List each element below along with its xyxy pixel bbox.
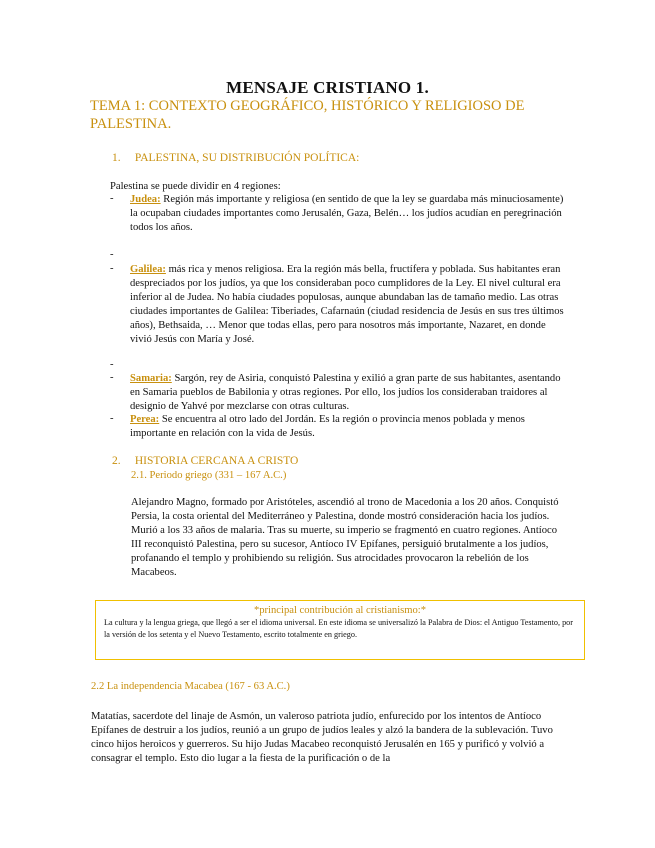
section-2-number: 2. — [112, 455, 121, 467]
bullet-dash: - — [110, 372, 114, 383]
region-text: Región más importante y religiosa (en sentido de que la ley se guardaba más minuciosamente) la ocupaban ciudades importantes como Jerusalén, Gaza, Belén… los judíos acudían en peregrinación todos los años. — [130, 194, 564, 233]
region-samaria — [130, 372, 570, 414]
bullet-dash: - — [110, 413, 114, 424]
region-text: Sargón, rey de Asiria, conquistó Palestina y exilió a gran parte de sus habitantes, asentando en Samaria pueblos de Babilonia y otras regiones. Por ello, los judíos los consideraban traidores al designio de Yahvé por mezclarse con otras culturas. — [130, 373, 561, 412]
region-name: Samaria: — [130, 373, 172, 384]
document-title: MENSAJE CRISTIANO 1. — [226, 78, 429, 97]
contribution-box — [95, 600, 585, 660]
region-text: más rica y menos religiosa. Era la región más bella, fructífera y poblada. Sus habitantes eran despreciados por los judíos, ya que los consideraban poco cumplidores de la Ley. El nivel cultural era inferior al de Judea. No había ciudades populosas, aunque abundaban las de tamaño medio. Las otras ciudades importantes de Galilea: Tiberiades, Cafarnaún (ciudad residencia de Jesús en sus tres últimos años), Bethsaida, … Menor que todas ellas, pero para nosotros más importante, Nazaret, en donde vivió Jesús con María y José. — [130, 264, 564, 345]
section-2-heading — [112, 455, 298, 467]
section-1-number: 1. — [112, 152, 121, 164]
maccabean-paragraph: Matatías, sacerdote del linaje de Asmón, un valeroso patriota judío, enfurecido por los intentos de Antíoco Epífanes de destruir a los judíos, reunió a un grupo de judíos leales y alzó la bandera de la sublevación. Tuvo cinco hijos heroicos y guerreros. Su hijo Judas Macabeo reconquistó Jerusalén en 165 y purificó y volvió a consagrar el templo. Esto dio lugar a la fiesta de la purificación o de la — [91, 711, 553, 764]
subsection-2-1-heading: 2.1. Periodo griego (331 – 167 A.C.) — [131, 470, 287, 481]
region-name: Perea: — [130, 414, 160, 425]
section-1-title: PALESTINA, SU DISTRIBUCIÓN POLÍTICA: — [134, 152, 360, 164]
contribution-box-text: La cultura y la lengua griega, que llegó a ser el idioma universal. En este idioma se universalizó la Palabra de Dios: el Antiguo Testamento, por la versión de los setenta y el Nuevo Testamento, escrito totalmente en griego. — [104, 618, 574, 639]
region-name: Judea: — [130, 194, 161, 205]
section-2-title: HISTORIA CERCANA A CRISTO — [134, 455, 299, 467]
contribution-box-title: *principal contribución al cristianismo:* — [253, 605, 427, 616]
region-name: Galilea: — [130, 264, 166, 275]
bullet-dash: - — [110, 193, 114, 204]
subsection-2-2-heading: 2.2 La independencia Macabea (167 - 63 A.C.) — [91, 681, 290, 692]
bullet-dash: - — [110, 263, 114, 274]
regions-intro: Palestina se puede dividir en 4 regiones: — [110, 181, 281, 192]
section-1-heading — [112, 152, 359, 164]
bullet-dash: - — [110, 359, 114, 370]
region-judea — [130, 193, 568, 235]
region-galilea — [130, 263, 570, 347]
region-text: Se encuentra al otro lado del Jordán. Es la región o provincia menos poblada y menos importante en relación con la vida de Jesús. — [130, 414, 525, 439]
greek-period-paragraph: Alejandro Magno, formado por Aristóteles, ascendió al trono de Macedonia a los 20 años. Conquistó Persia, la costa oriental del Mediterráneo y Palestina, donde mostró consideración hacia los judíos. Murió a los 33 años de malaria. Tras su muerte, su imperio se fragmentó en cuatro regiones. Antíoco III reconquistó Palestina, pero su sucesor, Antíoco IV Epífanes, persiguió brutalmente a los judíos, profanando el templo y prohibiendo su religión. Sus atrocidades provocaron la rebelión de los Macabeos. — [131, 497, 559, 578]
region-perea — [130, 413, 570, 441]
topic-heading: TEMA 1: CONTEXTO GEOGRÁFICO, HISTÓRICO Y RELIGIOSO DE PALESTINA. — [90, 98, 525, 132]
bullet-dash: - — [110, 249, 114, 260]
